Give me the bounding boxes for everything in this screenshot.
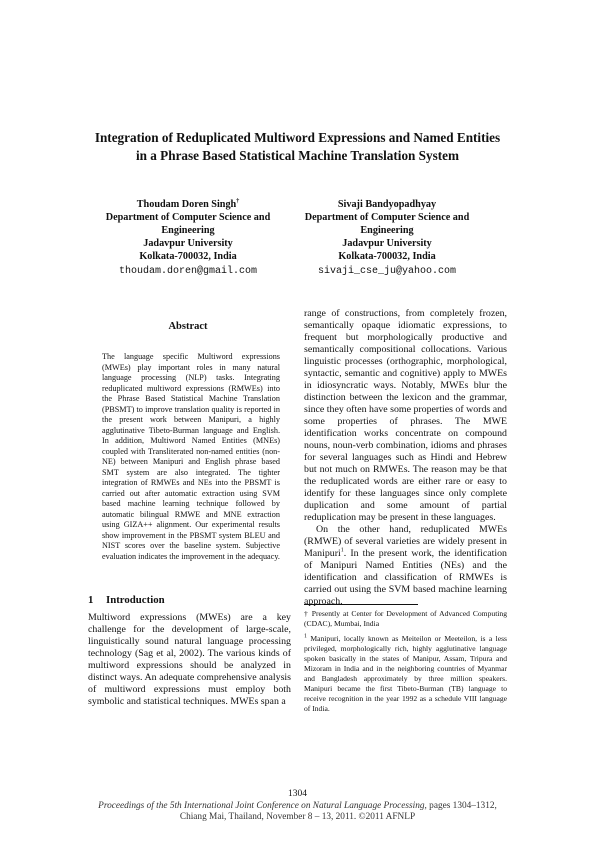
author-footnote-mark: † [236, 198, 240, 205]
proceedings-pages: , pages 1304–1312, [424, 801, 497, 811]
section-heading [88, 594, 165, 606]
footnote-ref: 1 [340, 547, 344, 554]
author-university: Jadavpur University [143, 238, 233, 249]
page-number: 1304 [288, 789, 307, 799]
author-name [287, 198, 487, 211]
author-city: Kolkata-700032, India [139, 251, 237, 262]
author-name-text: Thoudam Doren Singh [136, 199, 237, 210]
author-city: Kolkata-700032, India [338, 251, 436, 262]
footnote-divider [304, 604, 418, 605]
abstract-text: The language specific Multiword expressions (MWEs) play important roles in many natural language processing (NLP) tasks. Integrating reduplicated multiword expressions (RMWEs) into the Phrase Based Statistical Machine Translation (PBSMT) to improve translation quality is reported in the present work between Manipuri, a highly agglutinative Tibeto-Burman language and English. In addition, Multiword Named Entities (MNEs) coupled with Transliterated non-named entities (non-NE) between Manipuri and English phrase based SMT system are also integrated. The tighter integration of RMWEs and NEs into the PBSMT is carried out after automatic extraction using SVM based machine learning technique followed by automatic bilingual RMWE and MNE extraction using GIZA++ alignment. Our experimental results show improvement in the PBSMT system BLEU and NIST scores over the baseline system. Subjective evaluation indicates the improvement in the adequacy. [102, 352, 280, 561]
footer-line-2: Chiang Mai, Thailand, November 8 – 13, 2011. ©2011 AFNLP [179, 812, 416, 822]
section-title: Introduction [106, 594, 165, 606]
author-email: thoudam.doren@gmail.com [118, 266, 258, 277]
footnote-mark: 1 [304, 633, 307, 640]
author-block-1 [88, 198, 288, 278]
author-email: sivaji_cse_ju@yahoo.com [317, 266, 457, 277]
footnote-2 [304, 634, 507, 714]
paper-title [40, 129, 555, 165]
author-department: Department of Computer Science and [304, 212, 470, 223]
author-department-cont: Engineering [161, 225, 215, 236]
footer-line-1 [40, 801, 555, 812]
body-paragraph: range of constructions, from completely frozen, semantically opaque idiomatic expressions, to frequent but morphologically productive and semantically compositional collocations. Various linguistic processes (orthographic, morphological, syntactic, semantic and cognitive) apply to MWEs in idiosyncratic ways. Notably, MWEs blur the distinction between the lexicon and the grammar, since they often have some properties of words and some properties of phrases. The MWE identification works concentrate on compound nouns, noun-verb combination, idioms and phrases for several languages such as Hindi and Hebrew but not much on RMWEs. The reason may be that the reduplicated words are either rare or easy to identify for these languages since only complete duplication and some amount of partial reduplication may be present in these languages. [304, 308, 507, 523]
abstract-heading: Abstract [168, 321, 208, 332]
body-paragraph [304, 524, 507, 608]
author-university: Jadavpur University [342, 238, 432, 249]
author-name [88, 198, 288, 211]
body-text: . In the present work, the identification of Manipuri Named Entities (NEs) and the identification and classification of RMWEs is carried out using the SVM based machine learning approach. [304, 548, 507, 607]
footnote-text: Manipuri, locally known as Meiteilon or Meeteilon, is a less privileged, morphologically rich, highly agglutinative language spoken basically in the states of Manipur, Assam, Tripura and Mizoram in India and in the neighboring countries of Myanmar and Bangladesh approximately by three million speakers. Manipuri became the first Tibeto-Burman (TB) language to receive recognition in the year 1992 as a schedule VIII language of India. [304, 634, 507, 713]
proceedings-footer [40, 801, 555, 823]
section-number: 1 [88, 594, 94, 606]
proceedings-name: Proceedings of the 5th International Joint Conference on Natural Language Processing [98, 801, 425, 811]
author-department: Department of Computer Science and [105, 212, 271, 223]
author-name-text: Sivaji Bandyopadhyay [337, 199, 437, 210]
introduction-text: Multiword expressions (MWEs) are a key challenge for the development of large-scale, linguistically sound natural language processing technology (Sag et al, 2002). The various kinds of multiword expressions should be analyzed in distinct ways. An adequate comprehensive analysis of multiword expressions must employ both symbolic and statistical techniques. MWEs span a [88, 612, 291, 707]
footnote-1 [304, 609, 507, 629]
footnote-text: Presently at Center for Development of Advanced Computing (CDAC), Mumbai, India [304, 609, 508, 628]
column-2-body [304, 308, 507, 608]
title-line-2: in a Phrase Based Statistical Machine Translation System [136, 148, 459, 163]
body-text: On the other hand, reduplicated MWEs (RMWE) of several varieties are widely present in Manipuri [304, 524, 507, 559]
footnote-mark: † [304, 609, 309, 618]
author-department-cont: Engineering [360, 225, 414, 236]
title-line-1: Integration of Reduplicated Multiword Expressions and Named Entities [94, 130, 501, 145]
author-block-2 [287, 198, 487, 278]
